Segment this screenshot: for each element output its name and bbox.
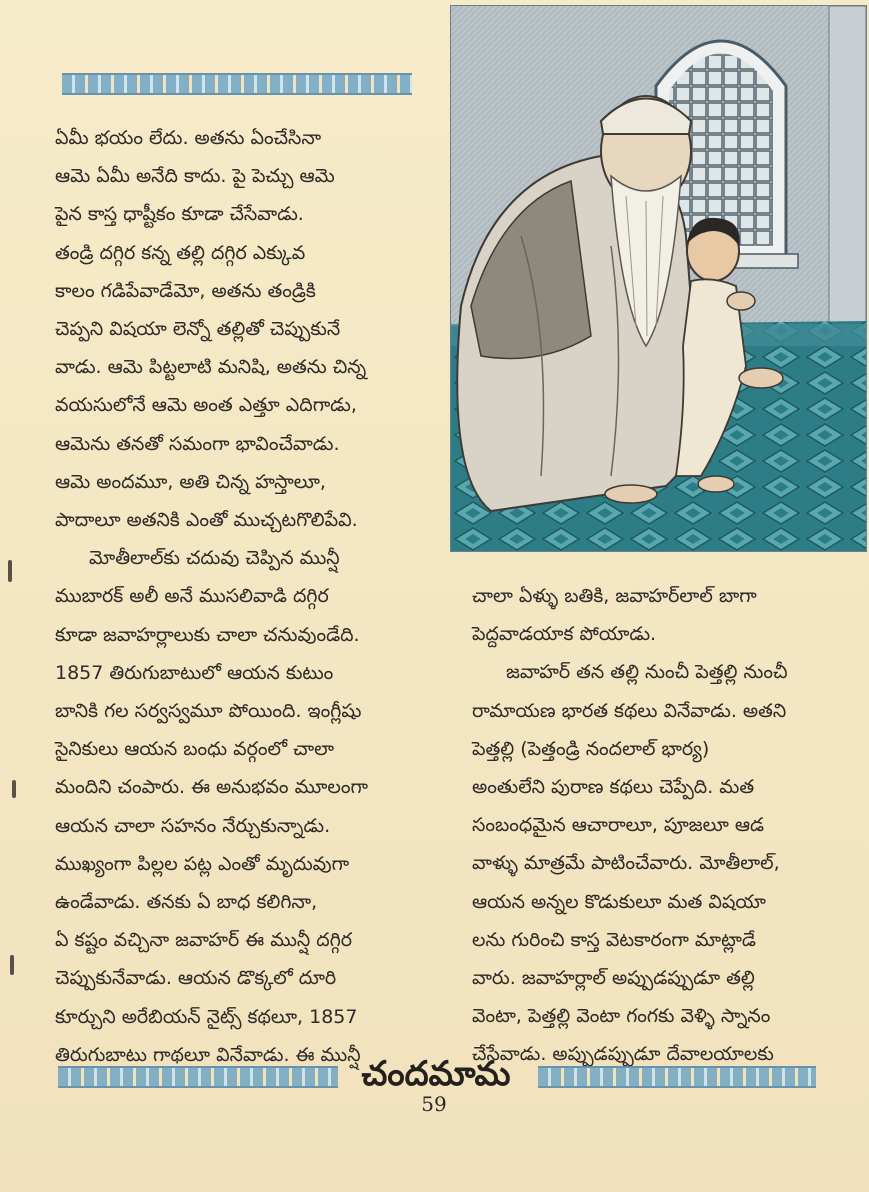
binding-mark — [12, 780, 16, 798]
paragraph-line: అంతులేని పురాణ కథలు చెప్పేది. మత — [472, 776, 755, 799]
decorative-border-top — [62, 73, 412, 95]
magazine-title: చందమామ — [361, 1054, 511, 1094]
paragraph-line: పెద్దవాడయాక పోయాడు. — [472, 623, 657, 646]
paragraph-line: వారు. జవాహర్లాల్ అప్పుడప్పుడూ తల్లి — [472, 967, 755, 990]
text-column-left — [55, 119, 430, 1074]
paragraph-line: కూర్చుని అరేబియన్ నైట్స్ కథలూ, 1857 — [55, 1005, 358, 1028]
paragraph-line: ఆమె ఏమీ అనేది కాదు. పై పెచ్చు ఆమె — [55, 165, 335, 188]
paragraph-line: చెప్పుకునేవాడు. ఆయన డొక్కలో దూరి — [55, 967, 337, 990]
paragraph-line: పెత్తల్లి (పెత్తండ్రి నందలాల్ భార్య) — [472, 737, 710, 760]
paragraph-line: తిరుగుబాటు గాథలూ వినేవాడు. ఈ మున్షీ — [55, 1043, 361, 1066]
paragraph-line: సైనికులు ఆయన బంధు వర్గంలో చాలా — [55, 738, 334, 761]
paragraph-line: మందిని చంపారు. ఈ అనుభవం మూలంగా — [55, 776, 368, 799]
paragraph-line: 1857 తిరుగుబాటులో ఆయన కుటుం — [55, 661, 334, 684]
paragraph-line: ఆమెను తనతో సమంగా భావించేవాడు. — [55, 432, 340, 455]
paragraph-line: మోతీలాల్‌కు చదువు చెప్పిన మున్షీ — [89, 547, 340, 570]
decorative-border-bottom-right — [538, 1066, 816, 1088]
paragraph-line: కూడా జవాహర్లాలుకు చాలా చనువుండేది. — [55, 623, 360, 646]
paragraph-line: రామాయణ భారత కథలు వినేవాడు. అతని — [472, 699, 787, 722]
paragraph-line: ఏ కష్టం వచ్చినా జవాహర్ ఈ మున్షీ దగ్గిర — [55, 929, 353, 952]
paragraph-line: కాలం గడిపేవాడేమో, అతను తండ్రికి — [55, 279, 316, 302]
paragraph-line: చెప్పని విషయా లెన్నో తల్లితో చెప్పుకునే — [55, 318, 341, 341]
paragraph-line: ఆయన చాలా సహనం నేర్చుకున్నాడు. — [55, 814, 331, 837]
paragraph-line: ముఖ్యంగా పిల్లల పట్ల ఎంతో మృదువుగా — [55, 852, 350, 875]
paragraph-line: ఆమె అందమూ, అతి చిన్న హస్తాలూ, — [55, 470, 326, 493]
paragraph-line: తండ్రి దగ్గిర కన్న తల్లి దగ్గిర ఎక్కువ — [55, 241, 306, 264]
text-column-right — [472, 577, 822, 1074]
paragraph-line: సంబంధమైన ఆచారాలూ, పూజలూ ఆడ — [472, 814, 765, 837]
paragraph-line: బానికి గల సర్వస్వమూ పోయింది. ఇంగ్లీషు — [55, 700, 362, 723]
paragraph-line: ఆయన అన్నల కొడుకులూ మత విషయా — [472, 890, 766, 913]
paragraph-line: ముబారక్ అలీ అనే ముసలివాడి దగ్గిర — [55, 585, 329, 608]
paragraph-line: లను గురించి కాస్త వెటకారంగా మాట్లాడే — [472, 928, 756, 951]
paragraph-line: వయసులోనే ఆమె అంత ఎత్తూ ఎదిగాడు, — [55, 394, 357, 417]
paragraph-line: వాళ్ళు మాత్రమే పాటించేవారు. మోతీలాల్, — [472, 852, 780, 875]
illustration-munshi-and-child — [450, 5, 867, 552]
decorative-border-bottom-left — [58, 1066, 338, 1088]
paragraph-line: ఏమీ భయం లేదు. అతను ఏంచేసినా — [55, 127, 322, 149]
paragraph-line: పైన కాస్త ధాష్టీకం కూడా చేసేవాడు. — [55, 203, 304, 226]
paragraph-line: వెంటా, పెత్తల్లి వెంటా గంగకు వెళ్ళి స్నానం — [472, 1005, 771, 1028]
binding-mark — [10, 955, 14, 975]
paragraph-line: పాదాలూ అతనికి ఎంతో ముచ్చటగొలిపేవి. — [55, 509, 358, 532]
paragraph-line: ఉండేవాడు. తనకు ఏ బాధ కలిగినా, — [55, 891, 318, 914]
illustration-svg — [451, 6, 866, 551]
page-number: 59 — [421, 1092, 447, 1116]
paragraph-line: చాలా ఏళ్ళు బతికి, జవాహర్‌లాల్ బాగా — [472, 585, 757, 607]
paragraph-line: చేసేవాడు. అప్పుడప్పుడూ దేవాలయాలకు — [472, 1043, 774, 1066]
paragraph-line: వాడు. ఆమె పిట్టలాటి మనిషి, అతను చిన్న — [55, 356, 367, 379]
paragraph-line: జవాహర్ తన తల్లి నుంచీ పెత్తల్లి నుంచీ — [506, 661, 788, 684]
binding-mark — [8, 560, 12, 582]
